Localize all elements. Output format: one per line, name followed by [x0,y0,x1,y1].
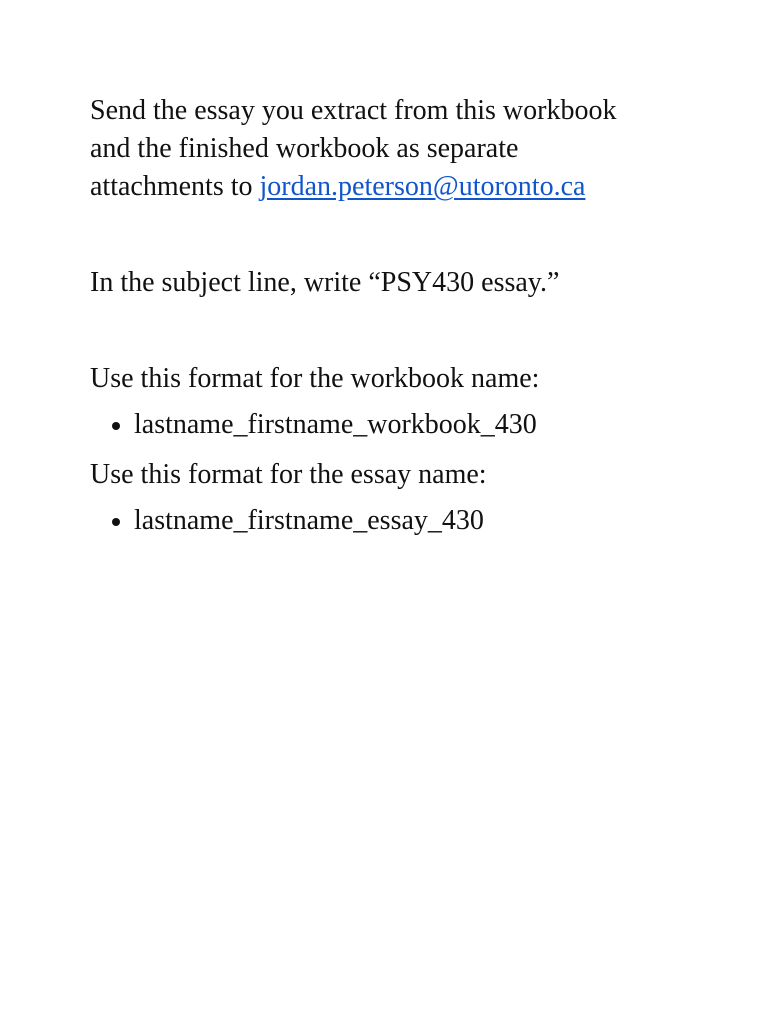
email-link[interactable]: jordan.peterson@utoronto.ca [259,171,586,202]
bullet-icon [112,422,120,430]
essay-format-label: Use this format for the essay name: [90,459,487,490]
list-item [90,502,730,540]
essay-format-example: lastname_firstname_essay_430 [134,505,484,536]
instructions-line-2: and the finished workbook as separate [90,133,519,164]
workbook-format-list [90,406,730,444]
instructions-line-1: Send the essay you extract from this workbook [90,95,617,126]
submission-instructions [90,92,730,206]
list-item [90,406,730,444]
instructions-line-3-prefix: attachments to [90,171,260,202]
essay-format-list [90,502,730,540]
bullet-icon [112,518,120,526]
workbook-format-example: lastname_firstname_workbook_430 [134,409,537,440]
subject-line-instruction: In the subject line, write “PSY430 essay.” [90,267,560,298]
document-content [90,92,730,552]
workbook-format-label: Use this format for the workbook name: [90,363,540,394]
